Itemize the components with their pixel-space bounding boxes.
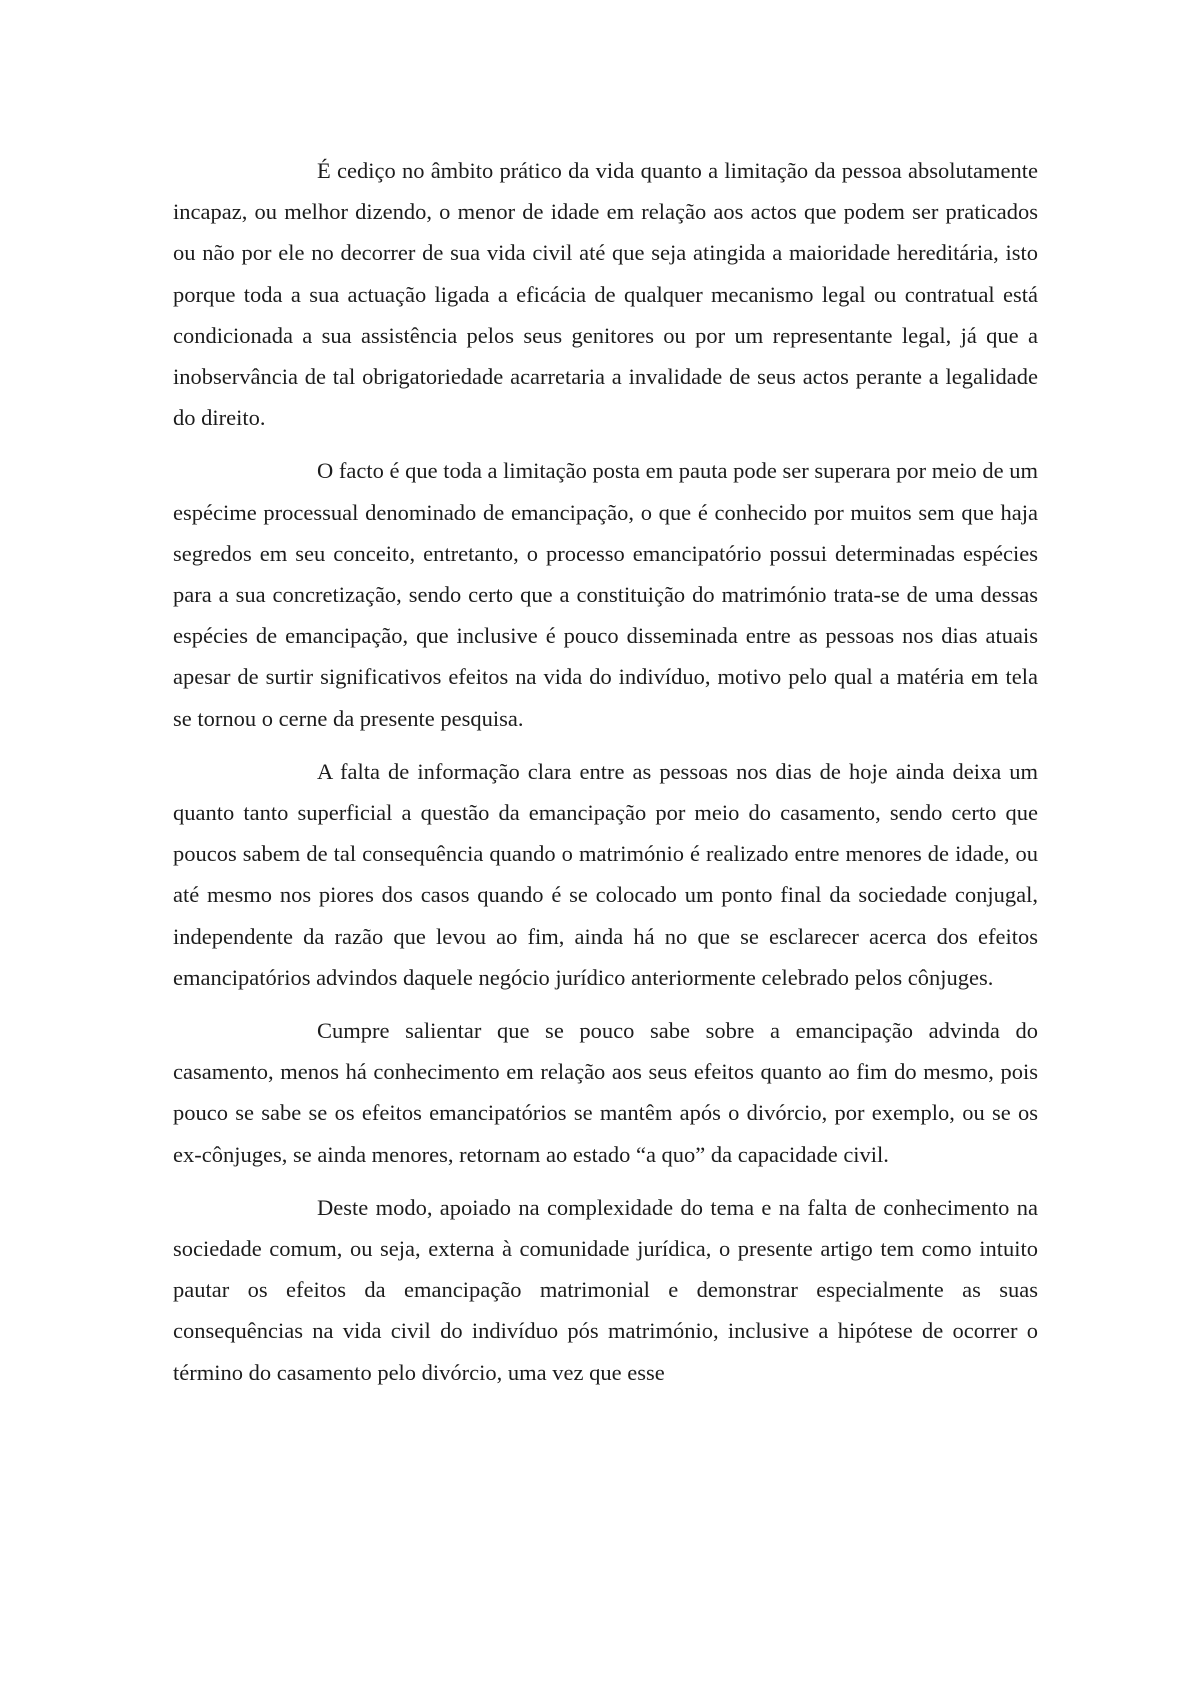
paragraph-1: É cediço no âmbito prático da vida quanto a limitação da pessoa absolutamente incapaz, ou melhor dizendo, o menor de idade em relação aos actos que podem ser praticados ou não por ele no decorrer de sua vida civil até que seja atingida a maioridade hereditária, isto porque toda a sua actuação ligada a eficácia de qualquer mecanismo legal ou contratual está condicionada a sua assistência pelos seus genitores ou por um representante legal, já que a inobservância de tal obrigatoriedade acarretaria a invalidade de seus actos perante a legalidade do direito. [173, 158, 1038, 431]
paragraph-3: A falta de informação clara entre as pessoas nos dias de hoje ainda deixa um quanto tanto superficial a questão da emancipação por meio do casamento, sendo certo que poucos sabem de tal consequência quando o matrimónio é realizado entre menores de idade, ou até mesmo nos piores dos casos quando é se colocado um ponto final da sociedade conjugal, independente da razão que levou ao fim, ainda há no que se esclarecer acerca dos efeitos emancipatórios advindos daquele negócio jurídico anteriormente celebrado pelos cônjuges. [173, 758, 1038, 990]
document-page [173, 150, 1038, 1405]
paragraph-4: Cumpre salientar que se pouco sabe sobre a emancipação advinda do casamento, menos há conhecimento em relação aos seus efeitos quanto ao fim do mesmo, pois pouco se sabe se os efeitos emancipatórios se mantêm após o divórcio, por exemplo, ou se os ex-cônjuges, se ainda menores, retornam ao estado “a quo” da capacidade civil. [173, 1018, 1038, 1167]
paragraph-2: O facto é que toda a limitação posta em pauta pode ser superara por meio de um espécime processual denominado de emancipação, o que é conhecido por muitos sem que haja segredos em seu conceito, entretanto, o processo emancipatório possui determinadas espécies para a sua concretização, sendo certo que a constituição do matrimónio trata-se de uma dessas espécies de emancipação, que inclusive é pouco disseminada entre as pessoas nos dias atuais apesar de surtir significativos efeitos na vida do indivíduo, motivo pelo qual a matéria em tela se tornou o cerne da presente pesquisa. [173, 458, 1038, 731]
paragraph-5: Deste modo, apoiado na complexidade do tema e na falta de conhecimento na sociedade comum, ou seja, externa à comunidade jurídica, o presente artigo tem como intuito pautar os efeitos da emancipação matrimonial e demonstrar especialmente as suas consequências na vida civil do indivíduo pós matrimónio, inclusive a hipótese de ocorrer o término do casamento pelo divórcio, uma vez que esse [173, 1194, 1038, 1385]
